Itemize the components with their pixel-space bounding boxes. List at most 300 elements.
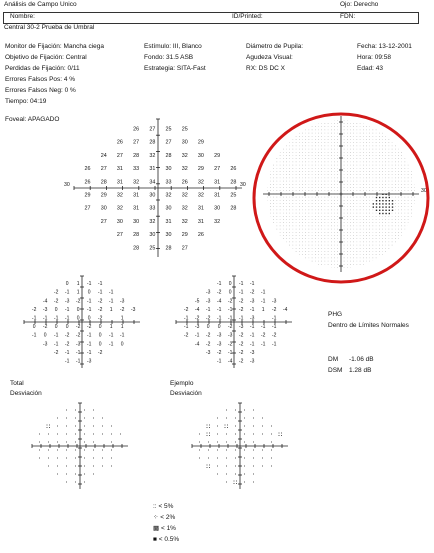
gray-dot [334,200,335,201]
pattern-dev-value: -1 [271,341,277,348]
gray-dot [398,146,399,147]
gray-dot [283,187,284,188]
gray-dot [405,158,406,159]
total-dev-value: 0 [76,315,80,322]
gray-dot [414,146,415,147]
gray-dot [389,168,390,169]
gray-dot [331,178,332,179]
gray-dot [296,232,297,233]
gray-dot [395,120,396,121]
gray-dot [334,235,335,236]
gray-dot [357,174,358,175]
gray-dot [382,152,383,153]
gray-dot [376,216,377,217]
gray-dot [353,254,354,255]
gray-dot [334,203,335,204]
gray-dot [286,187,287,188]
gray-dot [414,123,415,124]
gray-dot [408,210,409,211]
gray-dot [389,264,390,265]
gray-dot [392,126,393,127]
threshold-value: 30 [149,232,156,239]
gray-dot [405,258,406,259]
gray-dot [363,152,364,153]
gray-dot [373,162,374,163]
pattern-dev-prob-mark [271,458,272,459]
gray-dot [382,232,383,233]
total-dev-value: -2 [64,332,70,339]
threshold-value: 32 [149,218,156,225]
gray-dot [328,136,329,137]
gray-dot [379,174,380,175]
gray-dot [273,187,274,188]
gray-dot [414,232,415,233]
gray-dot [405,235,406,236]
dob-label: FDN: [340,13,356,20]
gray-dot [334,226,335,227]
gray-dot [411,206,412,207]
gray-dot [321,229,322,230]
gray-dot [353,120,354,121]
gray-dot [376,200,377,201]
gray-dot [398,184,399,185]
gray-dot [353,258,354,259]
gray-dot [376,139,377,140]
gray-dot [405,120,406,121]
gray-dot [395,190,396,191]
gray-dot [389,210,390,211]
gray-dot [392,165,393,166]
gray-dot [408,219,409,220]
gray-dot [414,235,415,236]
gray-dot [360,219,361,220]
gray-dot [334,158,335,159]
gray-dot [312,168,313,169]
gray-dot [363,197,364,198]
gray-dot [347,245,348,246]
gray-dot [337,174,338,175]
gray-dot [293,139,294,140]
gray-dot [347,235,348,236]
gray-dot [283,219,284,220]
gray-dot [277,235,278,236]
gray-dot [408,254,409,255]
pattern-dev-prob-mark [226,474,227,475]
gray-dot [373,130,374,131]
gray-dot [305,210,306,211]
gray-dot [293,197,294,198]
threshold-value: 31 [214,179,221,186]
gray-dot [280,133,281,134]
gray-dot [350,229,351,230]
total-dev-prob-mark [75,458,76,459]
pattern-dev-prob-mark [262,458,263,459]
gray-dot [270,168,271,169]
gray-dot [273,178,274,179]
gray-dot [357,158,358,159]
gray-dot [398,216,399,217]
gray-dot [325,235,326,236]
gray-dot [347,213,348,214]
pattern-dev-prob-mark [209,425,210,426]
gray-dot [302,254,303,255]
gray-dot [401,264,402,265]
total-dev-prob-mark [57,458,58,459]
gray-dot [334,267,335,268]
gray-dot [395,178,396,179]
gray-dot [350,226,351,227]
gray-dot [360,235,361,236]
gray-dot [267,251,268,252]
threshold-value: 29 [100,192,107,199]
gray-dot [350,213,351,214]
gray-dot [376,149,377,150]
gray-dot [312,238,313,239]
gray-dot [286,245,287,246]
gray-dot [363,149,364,150]
gray-dot [350,222,351,223]
gray-dot [360,261,361,262]
gray-dot [267,142,268,143]
strategy: Estrategia: SITA-Fast [144,65,206,72]
gray-dot [363,238,364,239]
gray-dot [411,165,412,166]
gray-dot [360,139,361,140]
gray-dot [379,178,380,179]
gray-dot [293,155,294,156]
gray-dot [411,152,412,153]
gray-dot [286,155,287,156]
gray-dot [398,197,399,198]
gray-dot [376,226,377,227]
gray-dot [392,213,393,214]
pattern-dev-value: -3 [238,324,244,331]
gray-dot [414,238,415,239]
gray-dot [299,165,300,166]
gray-dot [379,245,380,246]
pupil-diameter: Diámetro de Pupila: [246,43,304,50]
gray-dot [369,184,370,185]
threshold-value: 30 [197,152,204,159]
gray-dot [353,267,354,268]
gray-dot [347,181,348,182]
total-dev-prob-mark [102,434,103,435]
gray-dot [305,261,306,262]
gray-dot [366,238,367,239]
gray-dot [373,235,374,236]
gray-dot [357,264,358,265]
axis-label-30-left: 30 [64,182,70,188]
gray-dot [366,126,367,127]
gray-dot [328,130,329,131]
gray-dot [357,197,358,198]
gray-dot [337,126,338,127]
gray-dot [305,181,306,182]
gray-dot [401,120,402,121]
gray-dot [369,139,370,140]
gray-dot [270,258,271,259]
gray-dot [366,178,367,179]
pattern-dev-value: 0 [228,281,232,288]
gray-dot [347,171,348,172]
gray-dot [296,181,297,182]
gray-dot [328,245,329,246]
gray-dot [411,226,412,227]
gray-dot [267,238,268,239]
gray-dot [366,190,367,191]
gray-dot [331,261,332,262]
total-dev-value: -1 [108,332,114,339]
gray-dot [350,197,351,198]
gray-dot [283,142,284,143]
pattern-dev-value: -1 [183,324,189,331]
gray-dot [353,158,354,159]
gray-dot [293,133,294,134]
gray-dot [312,267,313,268]
gray-dot [286,213,287,214]
gray-dot [373,222,374,223]
fixation-target: Objetivo de Fijación: Central [5,54,87,61]
gray-dot [405,187,406,188]
gray-dot [401,254,402,255]
gray-dot [318,130,319,131]
threshold-value: 33 [149,205,156,212]
gray-dot [337,187,338,188]
gray-dot [385,197,386,198]
gray-dot [350,174,351,175]
gray-dot [373,258,374,259]
gray-dot [280,197,281,198]
gray-dot [305,248,306,249]
gray-dot [392,158,393,159]
gray-dot [401,165,402,166]
gray-dot [273,242,274,243]
gray-dot [408,187,409,188]
gray-dot [334,155,335,156]
gray-dot [283,238,284,239]
gray-dot [309,264,310,265]
gray-dot [283,242,284,243]
gray-dot [366,146,367,147]
gray-dot [334,120,335,121]
gray-dot [350,261,351,262]
gray-dot [379,155,380,156]
ght-value: Dentro de Límites Normales [328,322,409,329]
gray-dot [363,219,364,220]
gray-dot [395,245,396,246]
gray-dot [353,152,354,153]
gray-dot [385,267,386,268]
pattern-dev-prob-mark [225,427,226,428]
gray-dot [373,232,374,233]
gray-dot [305,162,306,163]
gray-dot [401,235,402,236]
gray-dot [309,130,310,131]
gray-dot [325,158,326,159]
threshold-values-plot [70,100,250,280]
gray-dot [366,155,367,156]
total-dev-value: -2 [42,324,48,331]
gray-dot [273,171,274,172]
gray-dot [408,232,409,233]
gray-dot [344,190,345,191]
gray-dot [328,219,329,220]
gray-dot [273,190,274,191]
gray-dot [267,123,268,124]
gray-dot [379,152,380,153]
pattern-dev-prob-mark [199,458,200,459]
gray-dot [283,258,284,259]
gray-dot [357,238,358,239]
gray-dot [408,222,409,223]
gray-dot [318,126,319,127]
gray-dot [315,213,316,214]
pattern-dev-value: -2 [216,349,222,356]
gray-dot [273,162,274,163]
gray-dot [411,139,412,140]
gray-dot [302,213,303,214]
pattern-dev-prob-mark [244,426,245,427]
gray-dot [373,238,374,239]
gray-dot [337,219,338,220]
gray-dot [363,174,364,175]
gray-dot [347,149,348,150]
gray-dot [273,181,274,182]
gray-dot [360,152,361,153]
gray-dot [337,184,338,185]
gray-dot [325,136,326,137]
gray-dot [395,203,396,204]
gray-dot [305,165,306,166]
gray-dot [369,162,370,163]
gray-dot [395,232,396,233]
gray-dot [299,130,300,131]
total-dev-value: 1 [76,289,80,296]
gray-dot [267,165,268,166]
gray-dot [392,152,393,153]
gray-dot [392,261,393,262]
gray-dot [366,210,367,211]
pattern-dev-prob-mark [207,435,208,436]
md-label: DM [328,356,339,363]
gray-dot [366,123,367,124]
gray-dot [280,261,281,262]
gray-dot [267,213,268,214]
gray-dot [344,174,345,175]
gray-dot [267,264,268,265]
stimulus: Estímulo: III, Blanco [144,43,202,50]
gray-dot [363,267,364,268]
gray-dot [296,206,297,207]
gray-dot [376,165,377,166]
gray-dot [405,123,406,124]
gray-dot [366,130,367,131]
gray-dot [289,120,290,121]
gray-dot [299,254,300,255]
total-deviation-values [0,266,160,386]
gray-dot [353,155,354,156]
gray-dot [315,187,316,188]
gray-dot [302,248,303,249]
gray-dot [337,216,338,217]
pattern-dev-value: -1 [216,281,222,288]
gray-dot [325,190,326,191]
gray-dot [331,267,332,268]
pattern-dev-prob-mark [208,450,209,451]
gray-dot [350,171,351,172]
gray-dot [395,130,396,131]
gray-dot [296,133,297,134]
gray-dot [325,267,326,268]
gray-dot [318,165,319,166]
gray-dot [325,187,326,188]
pattern-dev-prob-mark [244,474,245,475]
gray-dot [270,197,271,198]
gray-dot [325,142,326,143]
gray-dot [267,178,268,179]
gray-dot [369,197,370,198]
gray-dot [347,248,348,249]
gray-dot [369,232,370,233]
total-dev-prob-mark [93,442,94,443]
gray-dot [270,120,271,121]
gray-dot [325,178,326,179]
gray-dot [369,152,370,153]
gray-dot [280,200,281,201]
total-dev-prob-mark [66,426,67,427]
gray-dot [382,261,383,262]
gray-dot [357,136,358,137]
gray-dot [289,142,290,143]
gray-dot [270,184,271,185]
pattern-dev-value: -1 [249,324,255,331]
gray-dot [267,190,268,191]
pattern-dev-prob-mark [234,481,235,482]
gray-dot [334,146,335,147]
gray-dot [395,210,396,211]
gray-dot [389,152,390,153]
gray-dot [273,136,274,137]
gray-dot [293,200,294,201]
gray-dot [328,181,329,182]
gray-dot [376,206,377,207]
total-dev-prob-mark [84,418,85,419]
gray-dot [305,254,306,255]
gray-dot [299,162,300,163]
pattern-dev-value: -1 [216,315,222,322]
total-dev-prob-mark [75,442,76,443]
gray-dot [273,165,274,166]
gray-dot [382,158,383,159]
gray-dot [270,238,271,239]
gray-dot [398,158,399,159]
gray-dot [344,181,345,182]
gray-dot [283,254,284,255]
gray-dot [267,149,268,150]
gray-dot [392,149,393,150]
total-dev-value: 0 [87,289,91,296]
total-dev-title: Total [10,380,24,387]
total-dev-value: -3 [119,298,125,305]
gray-dot [401,181,402,182]
gray-dot [273,213,274,214]
total-dev-value: -1 [53,315,59,322]
gray-dot [267,139,268,140]
gray-dot [270,171,271,172]
gray-dot [357,187,358,188]
gray-dot [414,120,415,121]
gray-dot [309,133,310,134]
